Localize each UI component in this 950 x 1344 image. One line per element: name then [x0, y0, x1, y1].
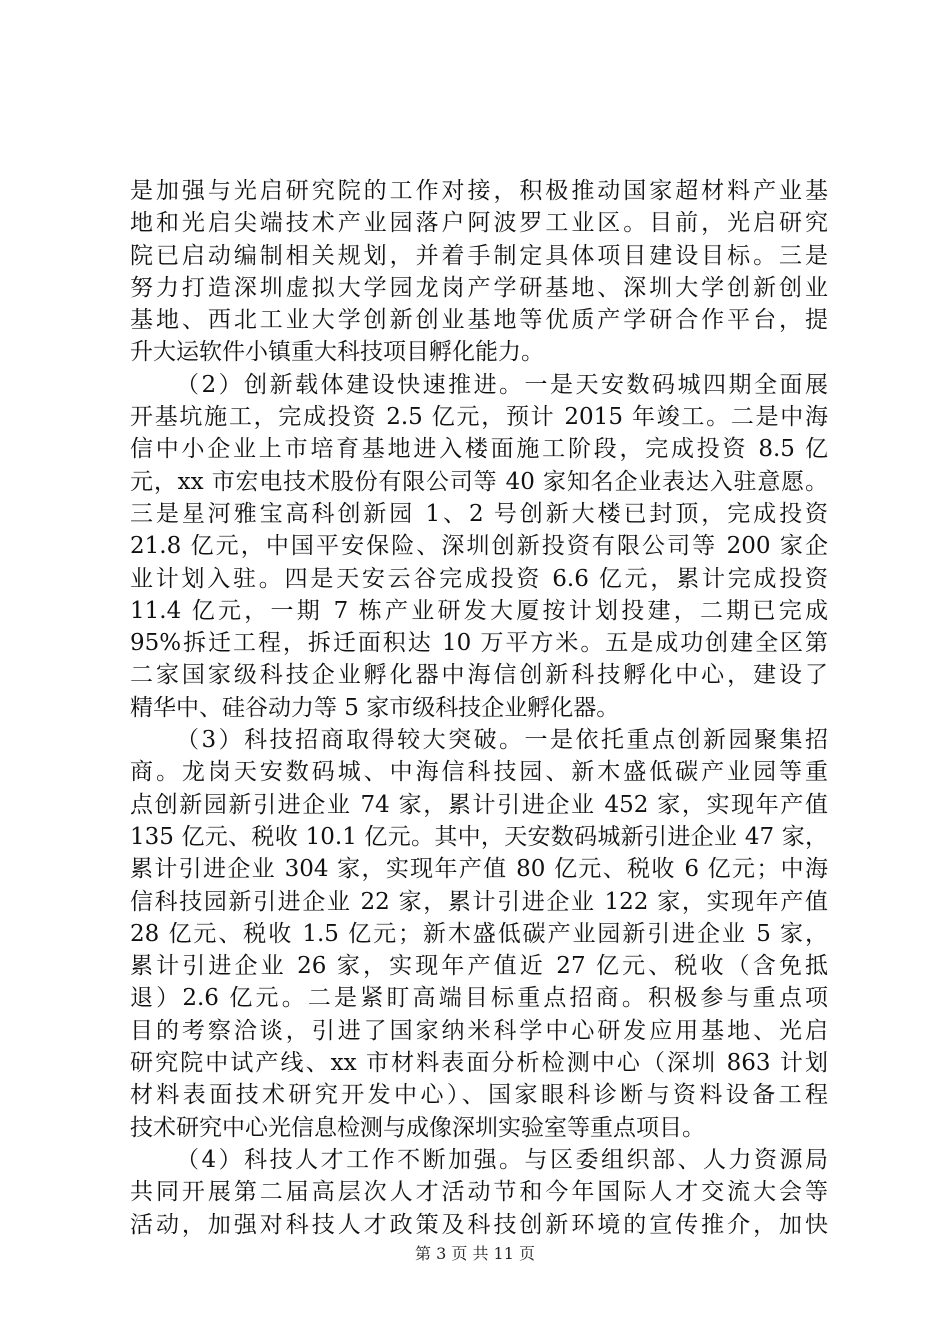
text-line: 材料表面技术研究开发中心）、国家眼科诊断与资料设备工程 [130, 1082, 828, 1109]
text-line: 信科技园新引进企业 22 家，累计引进企业 122 家，实现年产值 [130, 888, 828, 915]
text-line: 地和光启尖端技术产业园落户阿波罗工业区。目前，光启研究 [130, 210, 828, 237]
text-line: 元，xx 市宏电技术股份有限公司等 40 家知名企业表达入驻意愿。 [130, 468, 828, 495]
text-line: 基地、西北工业大学创新创业基地等优质产学研合作平台，提 [130, 307, 828, 334]
text-line: 商。龙岗天安数码城、中海信科技园、新木盛低碳产业园等重 [130, 759, 828, 786]
text-line: 28 亿元、税收 1.5 亿元；新木盛低碳产业园新引进企业 5 家， [130, 920, 828, 947]
text-line: 21.8 亿元，中国平安保险、深圳创新投资有限公司等 200 家企 [130, 533, 828, 560]
page-footer [0, 1244, 950, 1264]
text-line: 共同开展第二届高层次人才活动节和今年国际人才交流大会等 [130, 1179, 828, 1206]
text-line: （4）科技人才工作不断加强。与区委组织部、人力资源局 [176, 1146, 828, 1173]
text-line: 累计引进企业 304 家，实现年产值 80 亿元、税收 6 亿元；中海 [130, 856, 828, 883]
body-text [130, 175, 828, 1241]
text-line: 研究院中试产线、xx 市材料表面分析检测中心（深圳 863 计划 [130, 1050, 828, 1077]
text-line: 95%拆迁工程，拆迁面积达 10 万平方米。五是成功创建全区第 [130, 630, 828, 657]
text-line: 点创新园新引进企业 74 家，累计引进企业 452 家，实现年产值 [130, 791, 828, 818]
text-line: 二家国家级科技企业孵化器中海信创新科技孵化中心，建设了 [130, 662, 828, 689]
text-line: 135 亿元、税收 10.1 亿元。其中，天安数码城新引进企业 47 家， [130, 823, 828, 850]
text-line: 退）2.6 亿元。二是紧盯高端目标重点招商。积极参与重点项 [130, 985, 828, 1012]
text-line: 是加强与光启研究院的工作对接，积极推动国家超材料产业基 [130, 178, 828, 204]
text-line: 院已启动编制相关规划，并着手制定具体项目建设目标。三是 [130, 242, 828, 269]
text-line: 累计引进企业 26 家，实现年产值近 27 亿元、税收（含免抵 [130, 953, 828, 980]
text-line: 活动，加强对科技人才政策及科技创新环境的宣传推介，加快 [130, 1211, 828, 1238]
text-line: （2）创新载体建设快速推进。一是天安数码城四期全面展 [176, 371, 828, 398]
text-line: 开基坑施工，完成投资 2.5 亿元，预计 2015 年竣工。二是中海 [130, 404, 828, 431]
text-line: 信中小企业上市培育基地进入楼面施工阶段，完成投资 8.5 亿 [130, 436, 828, 463]
text-line: 三是星河雅宝高科创新园 1、2 号创新大楼已封顶，完成投资 [130, 500, 828, 527]
text-line: 业计划入驻。四是天安云谷完成投资 6.6 亿元，累计完成投资 [130, 565, 828, 592]
text-line: 升大运软件小镇重大科技项目孵化能力。 [130, 339, 544, 366]
text-line: 11.4 亿元，一期 7 栋产业研发大厦按计划投建，二期已完成 [130, 597, 828, 624]
text-line: 努力打造深圳虚拟大学园龙岗产学研基地、深圳大学创新创业 [130, 274, 828, 301]
text-line: 精华中、硅谷动力等 5 家市级科技企业孵化器。 [130, 694, 620, 721]
page-number: 第 3 页 共 11 页 [415, 1244, 535, 1263]
text-line: 技术研究中心光信息检测与成像深圳实验室等重点项目。 [130, 1114, 705, 1141]
text-line: （3）科技招商取得较大突破。一是依托重点创新园聚集招 [176, 727, 828, 754]
text-line: 目的考察洽谈，引进了国家纳米科学中心研发应用基地、光启 [130, 1017, 828, 1044]
